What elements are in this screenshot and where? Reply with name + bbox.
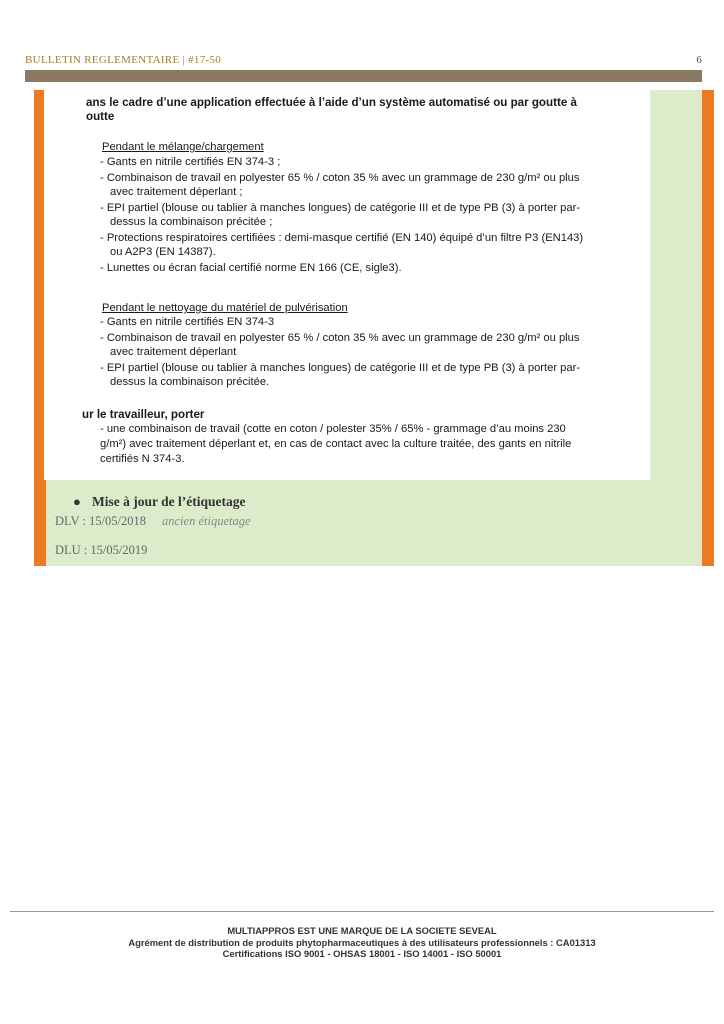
page-header [25, 50, 702, 68]
application-heading-cont: outte [86, 110, 115, 123]
cleaning-item: - Gants en nitrile certifiés EN 374-3 [100, 316, 275, 328]
cleaning-item: - EPI partiel (blouse ou tablier à manches longues) de catégorie III et de type PB (3) à porter par- [100, 362, 581, 374]
cleaning-item: avec traitement déperlant [110, 346, 237, 358]
worker-item: g/m²) avec traitement déperlant et, en cas de contact avec la culture traitée, des gants en nitrile [100, 438, 572, 450]
footer-brand-line: MULTIAPPROS EST UNE MARQUE DE LA SOCIETE SEVEAL [227, 925, 497, 936]
mixing-item: - Gants en nitrile certifiés EN 374-3 ; [100, 156, 281, 168]
bulletin-title: BULLETIN REGLEMENTAIRE | #17-50 [25, 54, 222, 66]
footer-approval-line: Agrément de distribution de produits phytopharmaceutiques à des utilisateurs professionnels : CA01313 [128, 936, 596, 948]
scanned-label-excerpt [44, 90, 650, 480]
mixing-item: - Protections respiratoires certifiées : demi-masque certifié (EN 140) équipé d’un filtre P3 (EN143) [100, 232, 584, 244]
right-accent-bar [702, 90, 714, 566]
mixing-item: avec traitement déperlant ; [110, 186, 243, 198]
mixing-item: ou A2P3 (EN 14387). [110, 246, 216, 258]
mixing-item: dessus la combinaison précitée ; [110, 216, 273, 228]
mixing-item: - EPI partiel (blouse ou tablier à manches longues) de catégorie III et de type PB (3) à porter par- [100, 202, 581, 214]
page-footer [0, 925, 724, 960]
worker-item: certifiés N 374-3. [100, 453, 185, 465]
mixing-item: - Combinaison de travail en polyester 65 % / coton 35 % avec un grammage de 230 g/m² ou plus [100, 172, 580, 184]
footer-divider [10, 911, 714, 912]
dlv-date: DLV : 15/05/2018 [55, 514, 146, 528]
worker-heading: ur le travailleur, porter [82, 408, 205, 421]
page-number: 6 [696, 54, 702, 66]
mixing-item: - Lunettes ou écran facial certifié norme EN 166 (CE, sigle3). [100, 262, 402, 274]
labeling-update-title: Mise à jour de l’étiquetage [92, 494, 246, 509]
cleaning-section-title: Pendant le nettoyage du matériel de pulvérisation [102, 302, 348, 314]
header-divider-bar [25, 70, 702, 82]
dlu-date: DLU : 15/05/2019 [55, 543, 148, 557]
worker-item: - une combinaison de travail (cotte en coton / polester 35% / 65% - grammage d’au moins 230 [100, 423, 566, 435]
dlv-note: ancien étiquetage [162, 514, 251, 528]
cleaning-item: - Combinaison de travail en polyester 65 % / coton 35 % avec un grammage de 230 g/m² ou plus [100, 332, 580, 344]
footer-certifications-line: Certifications ISO 9001 - OHSAS 18001 - ISO 14001 - ISO 50001 [222, 948, 502, 959]
application-heading: ans le cadre d’une application effectuée à l’aide d’un système automatisé ou par goutte à [86, 96, 577, 109]
mixing-section-title: Pendant le mélange/chargement [102, 141, 264, 153]
cleaning-item: dessus la combinaison précitée. [110, 376, 270, 388]
bullet-icon: ● [73, 494, 81, 509]
